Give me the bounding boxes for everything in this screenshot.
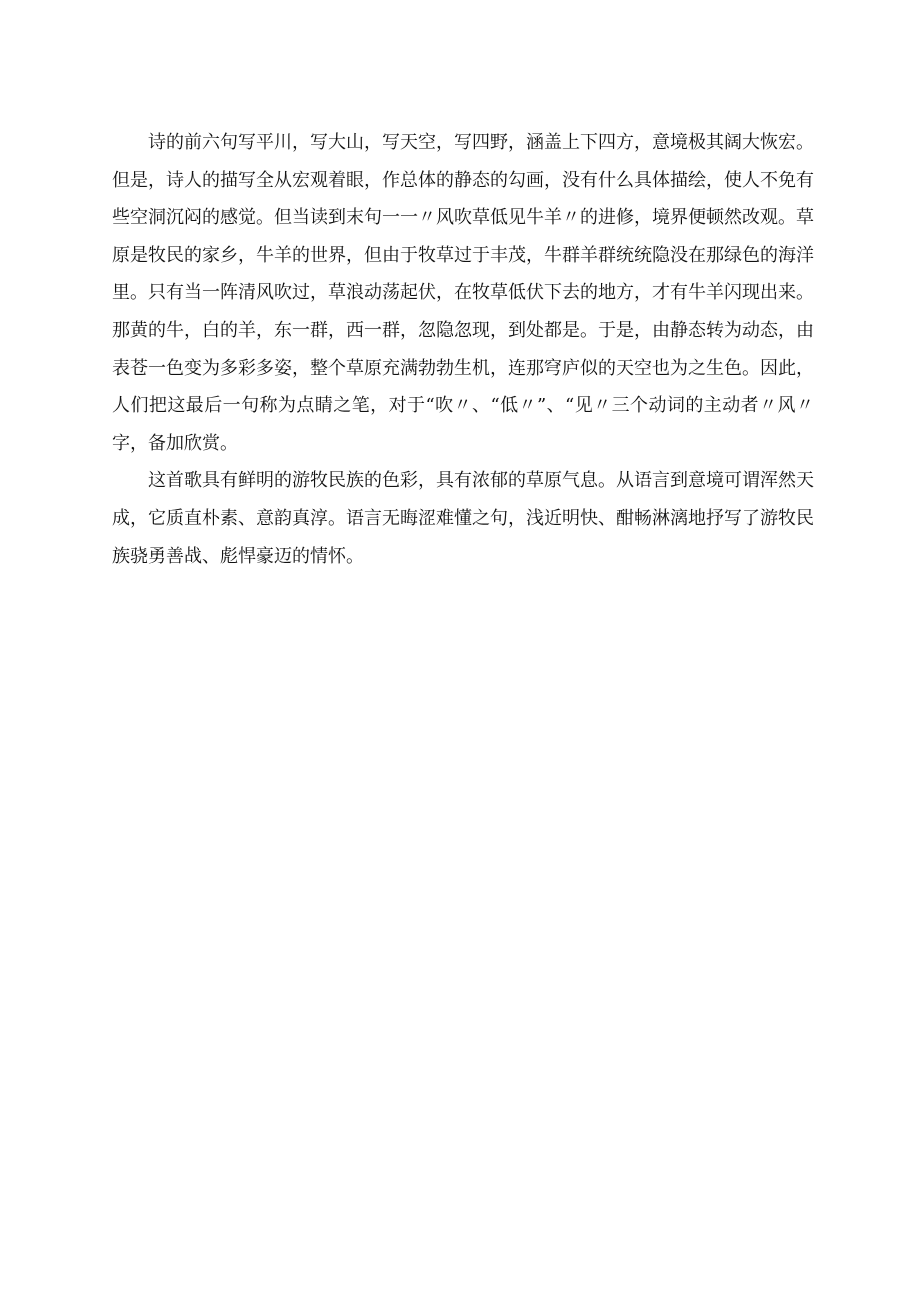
paragraph-2: 这首歌具有鲜明的游牧民族的色彩，具有浓郁的草原气息。从语言到意境可谓浑然天成，它质直朴素、意韵真淳。语言无晦涩难懂之句，浅近明快、酣畅淋漓地抒写了游牧民族骁勇善战、彪悍豪迈的情怀。 (112, 470, 814, 567)
paragraph-1: 诗的前六句写平川，写大山，写天空，写四野，涵盖上下四方，意境极其阔大恢宏。但是，诗人的描写全从宏观着眼，作总体的静态的勾画，没有什么具体描绘，使人不免有些空洞沉闷的感觉。但当读到末句一一〃风吹草低见牛羊〃的进修，境界便顿然改观。草原是牧民的家乡，牛羊的世界，但由于牧草过于丰茂，牛群羊群统统隐没在那绿色的海洋里。只有当一阵清风吹过，草浪动荡起伏，在牧草低伏下去的地方，才有牛羊闪现出来。那黄的牛，白的羊，东一群，西一群，忽隐忽现，到处都是。于是，由静态转为动态，由表苍一色变为多彩多姿，整个草原充满勃勃生机，连那穹庐似的天空也为之生色。因此，人们把这最后一句称为点睛之笔，对于“吹〃、“低〃”、“见〃三个动词的主动者〃风〃字，备加欣赏。 (112, 132, 814, 454)
document-body (112, 124, 814, 575)
